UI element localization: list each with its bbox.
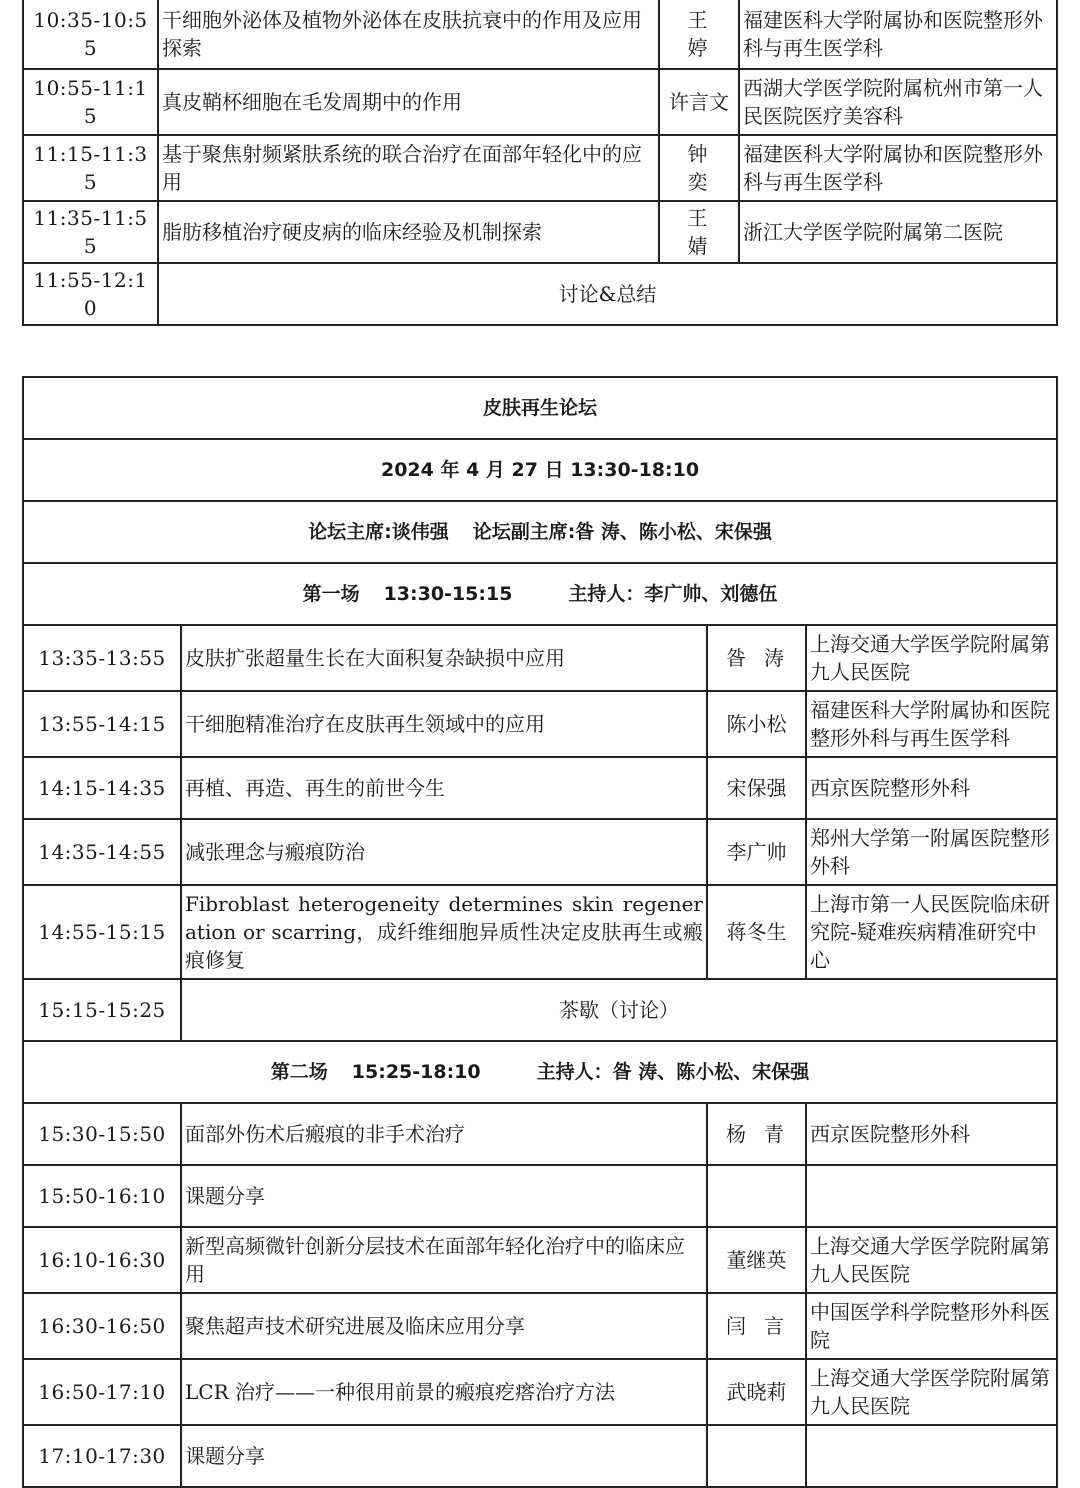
talk-time: 10:55-11:15: [23, 69, 158, 135]
talk-speaker: 王婧: [659, 201, 739, 263]
talk-topic: 干细胞精准治疗在皮肤再生领域中的应用: [181, 691, 707, 757]
talk-time: 13:55-14:15: [23, 691, 181, 757]
break-time: 15:15-15:25: [23, 979, 181, 1041]
talk-topic: 干细胞外泌体及植物外泌体在皮肤抗衰中的作用及应用探索: [158, 0, 659, 69]
talk-topic: 课题分享: [181, 1165, 707, 1227]
talk-time: 14:55-15:15: [23, 885, 181, 979]
session-time: 15:25-18:10: [351, 1061, 481, 1083]
talk-affiliation: 上海交通大学医学院附属第九人民医院: [806, 1359, 1057, 1425]
table-row: [23, 625, 1057, 691]
table-row: [23, 439, 1057, 501]
talk-topic: 课题分享: [181, 1425, 707, 1487]
talk-time: 16:50-17:10: [23, 1359, 181, 1425]
talk-speaker: 王婷: [659, 0, 739, 69]
table-row: [23, 885, 1057, 979]
session-header: [23, 1041, 1057, 1103]
talk-speaker: 许言文: [659, 69, 739, 135]
talk-time: 16:10-16:30: [23, 1227, 181, 1293]
talk-time: 14:35-14:55: [23, 819, 181, 885]
talk-time: 16:30-16:50: [23, 1293, 181, 1359]
table-row: [23, 757, 1057, 819]
table-row: [23, 1165, 1057, 1227]
talk-topic: LCR 治疗——一种很用前景的瘢痕疙瘩治疗方法: [181, 1359, 707, 1425]
talk-affiliation: 上海交通大学医学院附属第九人民医院: [806, 1227, 1057, 1293]
table-row: [23, 819, 1057, 885]
break-label: 茶歇（讨论）: [181, 979, 1057, 1041]
table-row: [23, 1103, 1057, 1165]
talk-topic: 皮肤扩张超量生长在大面积复杂缺损中应用: [181, 625, 707, 691]
forum-chairs: [23, 501, 1057, 563]
talk-affiliation: 西京医院整形外科: [806, 757, 1057, 819]
talk-affiliation: 福建医科大学附属协和医院整形外科与再生医学科: [806, 691, 1057, 757]
talk-speaker: 李广帅: [707, 819, 806, 885]
talk-affiliation: 浙江大学医学院附属第二医院: [739, 201, 1057, 263]
table-row: [23, 201, 1057, 263]
discussion-time: 11:55-12:10: [23, 263, 158, 325]
talk-topic: 基于聚焦射频紧肤系统的联合治疗在面部年轻化中的应用: [158, 135, 659, 201]
discussion-label: 讨论&总结: [158, 263, 1057, 325]
forum-date: 2024 年 4 月 27 日 13:30-18:10: [23, 439, 1057, 501]
talk-topic: 新型高频微针创新分层技术在面部年轻化治疗中的临床应用: [181, 1227, 707, 1293]
talk-speaker: 宋保强: [707, 757, 806, 819]
talk-speaker: 钟奕: [659, 135, 739, 201]
talk-speaker: 蒋冬生: [707, 885, 806, 979]
session-name: 第一场: [302, 583, 360, 605]
table-row: [23, 563, 1057, 625]
talk-affiliation: 中国医学科学院整形外科医院: [806, 1293, 1057, 1359]
talk-topic: Fibroblast heterogeneity determines skin regeneration or scarring，成纤维细胞异质性决定皮肤再生或瘢痕修复: [181, 885, 707, 979]
talk-time: 15:50-16:10: [23, 1165, 181, 1227]
talk-topic: 聚焦超声技术研究进展及临床应用分享: [181, 1293, 707, 1359]
talk-topic: 再植、再造、再生的前世今生: [181, 757, 707, 819]
talk-affiliation: 上海市第一人民医院临床研究院-疑难疾病精准研究中心: [806, 885, 1057, 979]
table-row: [23, 979, 1057, 1041]
talk-speaker: 闫言: [707, 1293, 806, 1359]
session-header: [23, 563, 1057, 625]
table-row: [23, 1293, 1057, 1359]
session-time: 13:30-15:15: [383, 583, 513, 605]
talk-affiliation: 西京医院整形外科: [806, 1103, 1057, 1165]
talk-affiliation: 福建医科大学附属协和医院整形外科与再生医学科: [739, 0, 1057, 69]
talk-affiliation: [806, 1165, 1057, 1227]
talk-speaker: 武晓莉: [707, 1359, 806, 1425]
session-name: 第二场: [270, 1061, 328, 1083]
talk-time: 13:35-13:55: [23, 625, 181, 691]
talk-speaker: [707, 1165, 806, 1227]
talk-speaker: 杨青: [707, 1103, 806, 1165]
forum-schedule-table: [22, 376, 1058, 1488]
table-row: [23, 1227, 1057, 1293]
session-hosts: 主持人：李广帅、刘德伍: [568, 583, 778, 605]
talk-time: 14:15-14:35: [23, 757, 181, 819]
forum-chair: 论坛主席:谈伟强: [308, 521, 449, 543]
talk-affiliation: 郑州大学第一附属医院整形外科: [806, 819, 1057, 885]
morning-schedule-table: [22, 0, 1058, 326]
table-row: [23, 1425, 1057, 1487]
talk-time: 15:30-15:50: [23, 1103, 181, 1165]
forum-title: 皮肤再生论坛: [23, 377, 1057, 439]
talk-affiliation: 福建医科大学附属协和医院整形外科与再生医学科: [739, 135, 1057, 201]
talk-topic: 脂肪移植治疗硬皮病的临床经验及机制探索: [158, 201, 659, 263]
talk-time: 11:15-11:35: [23, 135, 158, 201]
table-row: [23, 1359, 1057, 1425]
talk-affiliation: 上海交通大学医学院附属第九人民医院: [806, 625, 1057, 691]
talk-speaker: 昝涛: [707, 625, 806, 691]
talk-topic: 减张理念与瘢痕防治: [181, 819, 707, 885]
talk-time: 11:35-11:55: [23, 201, 158, 263]
table-row: [23, 501, 1057, 563]
talk-time: 17:10-17:30: [23, 1425, 181, 1487]
talk-speaker: 董继英: [707, 1227, 806, 1293]
talk-topic: 面部外伤术后瘢痕的非手术治疗: [181, 1103, 707, 1165]
session-hosts: 主持人：昝 涛、陈小松、宋保强: [536, 1061, 810, 1083]
talk-affiliation: [806, 1425, 1057, 1487]
table-row: [23, 135, 1057, 201]
talk-affiliation: 西湖大学医学院附属杭州市第一人民医院医疗美容科: [739, 69, 1057, 135]
talk-speaker: 陈小松: [707, 691, 806, 757]
talk-speaker: [707, 1425, 806, 1487]
table-row: [23, 691, 1057, 757]
table-row: [23, 1041, 1057, 1103]
talk-time: 10:35-10:55: [23, 0, 158, 69]
talk-topic: 真皮鞘杯细胞在毛发周期中的作用: [158, 69, 659, 135]
forum-vice-chairs: 论坛副主席:昝 涛、陈小松、宋保强: [472, 521, 772, 543]
table-row: [23, 263, 1057, 325]
table-row: [23, 377, 1057, 439]
table-row: [23, 0, 1057, 69]
table-row: [23, 69, 1057, 135]
